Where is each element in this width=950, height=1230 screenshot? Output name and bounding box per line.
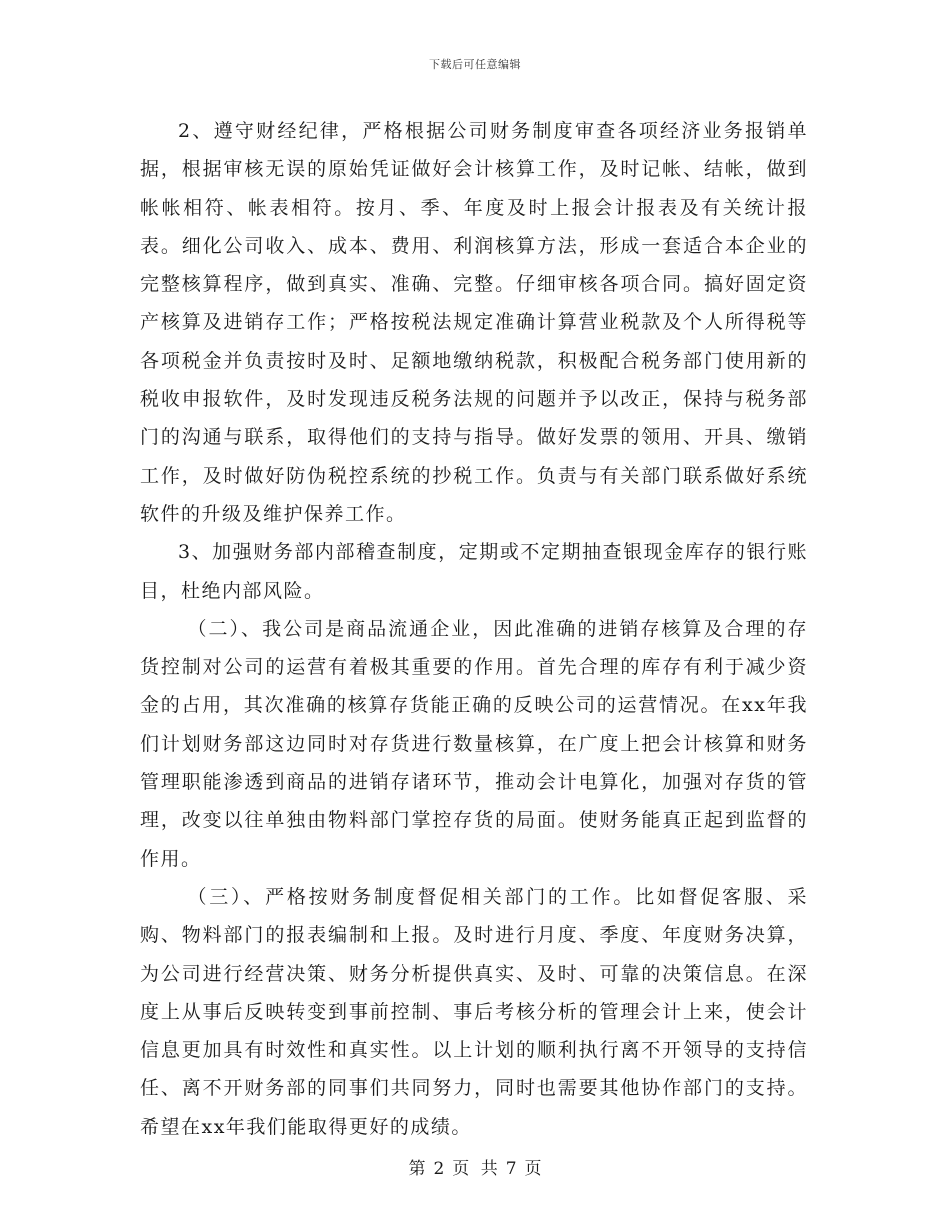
- footer-prefix: 第: [408, 1159, 426, 1179]
- footer-total-pages: 7: [505, 1159, 517, 1179]
- paragraph-item-3: 3、加强财务部内部稽查制度，定期或不定期抽查银现金库存的银行账目，杜绝内部风险。: [140, 541, 808, 602]
- document-body: [140, 112, 808, 1146]
- footer-current-page: 2: [433, 1159, 445, 1179]
- paragraph-item-2: 2、遵守财经纪律，严格根据公司财务制度审查各项经济业务报销单据，根据审核无误的原始凭证做好会计核算工作，及时记帐、结帐，做到帐帐相符、帐表相符。按月、季、年度及时上报会计报表及有关统计报表。细化公司收入、成本、费用、利润核算方法，形成一套适合本企业的完整核算程序，做到真实、准确、完整。仔细审核各项合同。搞好固定资产核算及进销存工作；严格按税法规定准确计算营业税款及个人所得税等各项税金并负责按时及时、足额地缴纳税款，积极配合税务部门使用新的税收申报软件，及时发现违反税务法规的问题并予以改正，保持与税务部门的沟通与联系，取得他们的支持与指导。做好发票的领用、开具、缴销工作，及时做好防伪税控系统的抄税工作。负责与有关部门联系做好系统软件的升级及维护保养工作。: [140, 120, 808, 525]
- paragraph-section-2: （二）、我公司是商品流通企业，因此准确的进销存核算及合理的存货控制对公司的运营有着极其重要的作用。首先合理的库存有利于减少资金的占用，其次准确的核算存货能正确的反映公司的运营情况。在xx年我们计划财务部这边同时对存货进行数量核算，在广度上把会计核算和财务管理职能渗透到商品的进销存诸环节，推动会计电算化，加强对存货的管理，改变以往单独由物料部门掌控存货的局面。使财务能真正起到监督的作用。: [140, 617, 808, 870]
- footer-middle: 页 共: [452, 1159, 498, 1179]
- paragraph-section-3: （三）、严格按财务制度督促相关部门的工作。比如督促客服、采购、物料部门的报表编制和上报。及时进行月度、季度、年度财务决算，为公司进行经营决策、财务分析提供真实、及时、可靠的决策信息。在深度上从事后反映转变到事前控制、事后考核分析的管理会计上来，使会计信息更加具有时效性和真实性。以上计划的顺利执行离不开领导的支持信任、离不开财务部的同事们共同努力，同时也需要其他协作部门的支持。希望在xx年我们能取得更好的成绩。: [140, 885, 808, 1138]
- page-footer: [0, 1154, 950, 1179]
- footer-suffix: 页: [524, 1159, 542, 1179]
- page-header-note: 下载后可任意编辑: [429, 58, 521, 71]
